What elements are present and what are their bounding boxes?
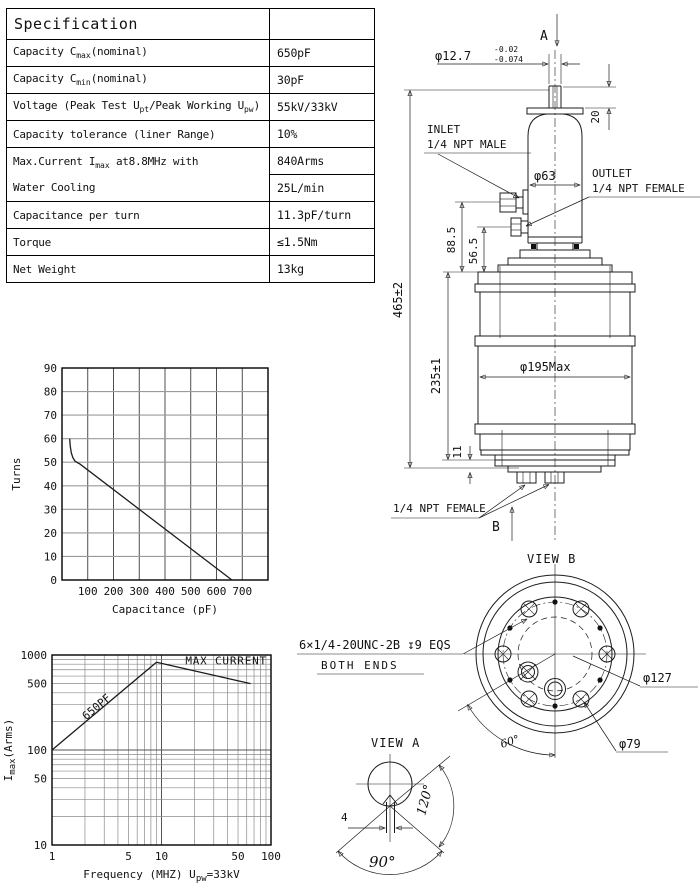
view-b xyxy=(297,552,698,758)
spec-label: Capacitance per turn xyxy=(7,202,270,229)
view-a xyxy=(336,736,454,875)
spec-value: 840Arms xyxy=(270,148,375,175)
x-axis-label: Frequency (MHZ) $U_{pw}=33kV$ xyxy=(83,868,240,884)
inlet-label-line2: 1/4 NPT MALE xyxy=(427,138,507,151)
shaft-length-dim: 20 xyxy=(589,110,602,124)
x-tick-label: 1 xyxy=(48,850,56,863)
x-tick-label: 600 xyxy=(206,585,227,598)
shaft-dia-tol-lower: -0.074 xyxy=(494,55,523,64)
spec-value: 55kV/33kV xyxy=(270,94,375,121)
x-tick-label: 10 xyxy=(154,850,169,863)
spec-value: ≤1.5Nm xyxy=(270,229,375,256)
y-tick-label: 0 xyxy=(50,574,57,587)
y-tick-label: 50 xyxy=(43,456,57,470)
spec-label: Capacity $C_{max}(nominal)$ xyxy=(7,40,270,67)
y-tick-label: 60 xyxy=(43,432,57,446)
bottom-flange-dim: 11 xyxy=(451,445,464,459)
y-tick-label: 10 xyxy=(43,550,57,564)
outer-dia-dim: φ127 xyxy=(643,671,672,685)
y-axis-label: $I_{max}(Arms)$ xyxy=(2,718,18,782)
spec-value: 30pF xyxy=(270,67,375,94)
series-label: 650PF xyxy=(79,691,114,723)
pin-dot xyxy=(552,599,557,604)
view-a-title: VIEW A xyxy=(371,736,421,750)
spec-value: 25L/min xyxy=(270,175,375,202)
x-tick-label: 400 xyxy=(155,585,175,598)
x-tick-label: 100 xyxy=(261,850,281,863)
spec-label: Capacity $C_{min}(nominal)$ xyxy=(7,67,270,94)
y-tick-label: 20 xyxy=(43,526,57,540)
view-b-title: VIEW B xyxy=(527,552,577,566)
technical-drawing xyxy=(290,0,700,885)
x-tick-label: 700 xyxy=(232,585,253,598)
section-b-label: B xyxy=(492,520,500,535)
y-tick-label: 1000 xyxy=(20,649,47,662)
y-tick-label: 50 xyxy=(33,772,47,786)
y-tick-label: 10 xyxy=(33,839,47,852)
spec-label: Voltage (Peak Test $U_{pt}$/Peak Working $U_{pw}$) xyxy=(7,94,270,121)
y-tick-label: 30 xyxy=(43,503,57,517)
y-tick-label: 500 xyxy=(27,677,47,691)
total-height-dim: 465±2 xyxy=(391,281,405,319)
spec-label: Capacity tolerance (liner Range) xyxy=(7,121,270,148)
series-label: MAX CURRENT xyxy=(185,654,267,668)
spec-label: Torque xyxy=(7,229,270,256)
y-tick-label: 40 xyxy=(43,479,57,493)
x-tick-label: 100 xyxy=(77,585,98,598)
x-tick-label: 200 xyxy=(103,585,124,598)
spec-table-title: Specification xyxy=(7,9,270,40)
x-tick-label: 50 xyxy=(231,850,245,863)
x-tick-label: 5 xyxy=(125,850,132,863)
bolt-note-line2: BOTH ENDS xyxy=(321,659,399,672)
x-tick-label: 300 xyxy=(129,585,150,598)
bolt-note-line1: 6×1/4-20UNC-2B ↧9 EQS xyxy=(299,638,451,652)
x-axis-label: Capacitance (pF) xyxy=(112,603,218,616)
side-view xyxy=(391,14,700,542)
spec-label: Net Weight xyxy=(7,256,270,283)
current-vs-frequency-chart xyxy=(2,636,298,885)
pin-dot xyxy=(597,677,602,682)
section-a-label: A xyxy=(540,29,548,44)
viewa-angle-120-dim: 120° xyxy=(414,783,437,818)
slot-width-dim: 4 xyxy=(341,811,348,824)
y-tick-label: 70 xyxy=(43,409,57,423)
top-dia-dim: φ63 xyxy=(534,169,556,183)
spec-value: 11.3pF/turn xyxy=(270,202,375,229)
viewa-angle-90-dim: 90° xyxy=(369,853,396,871)
pin-dot xyxy=(552,703,557,708)
outlet-label-line2: 1/4 NPT FEMALE xyxy=(592,182,685,195)
inlet-height-dim: 88.5 xyxy=(445,226,458,254)
y-tick-label: 80 xyxy=(43,385,57,399)
inlet-label-line1: INLET xyxy=(427,123,461,136)
outlet-label-line1: OUTLET xyxy=(592,167,632,180)
spec-value: 10% xyxy=(270,121,375,148)
body-dia-dim: φ195Max xyxy=(520,360,571,374)
outlet-height-dim: 56.5 xyxy=(467,237,480,265)
shaft-dia-dim: φ12.7 xyxy=(435,49,472,63)
shaft-dia-tol-upper: -0.02 xyxy=(494,45,519,54)
x-tick-label: 500 xyxy=(180,585,201,598)
y-tick-label: 90 xyxy=(43,362,57,375)
bolt-circle-dia-dim: φ79 xyxy=(619,737,641,751)
viewb-angle-dim: 60° xyxy=(498,732,522,751)
spec-value: 650pF xyxy=(270,40,375,67)
body-height-dim: 235±1 xyxy=(429,357,443,395)
pin-dot xyxy=(597,625,602,630)
bottom-port-label: 1/4 NPT FEMALE xyxy=(393,502,486,515)
y-tick-label: 100 xyxy=(27,744,47,757)
spec-value: 13kg xyxy=(270,256,375,283)
turns-vs-capacitance-chart xyxy=(8,356,293,622)
spec-label: Max.Current $I_{max}$ at8.8MHz with Water Cooling xyxy=(7,148,270,202)
y-axis-label: Turns xyxy=(10,457,23,491)
